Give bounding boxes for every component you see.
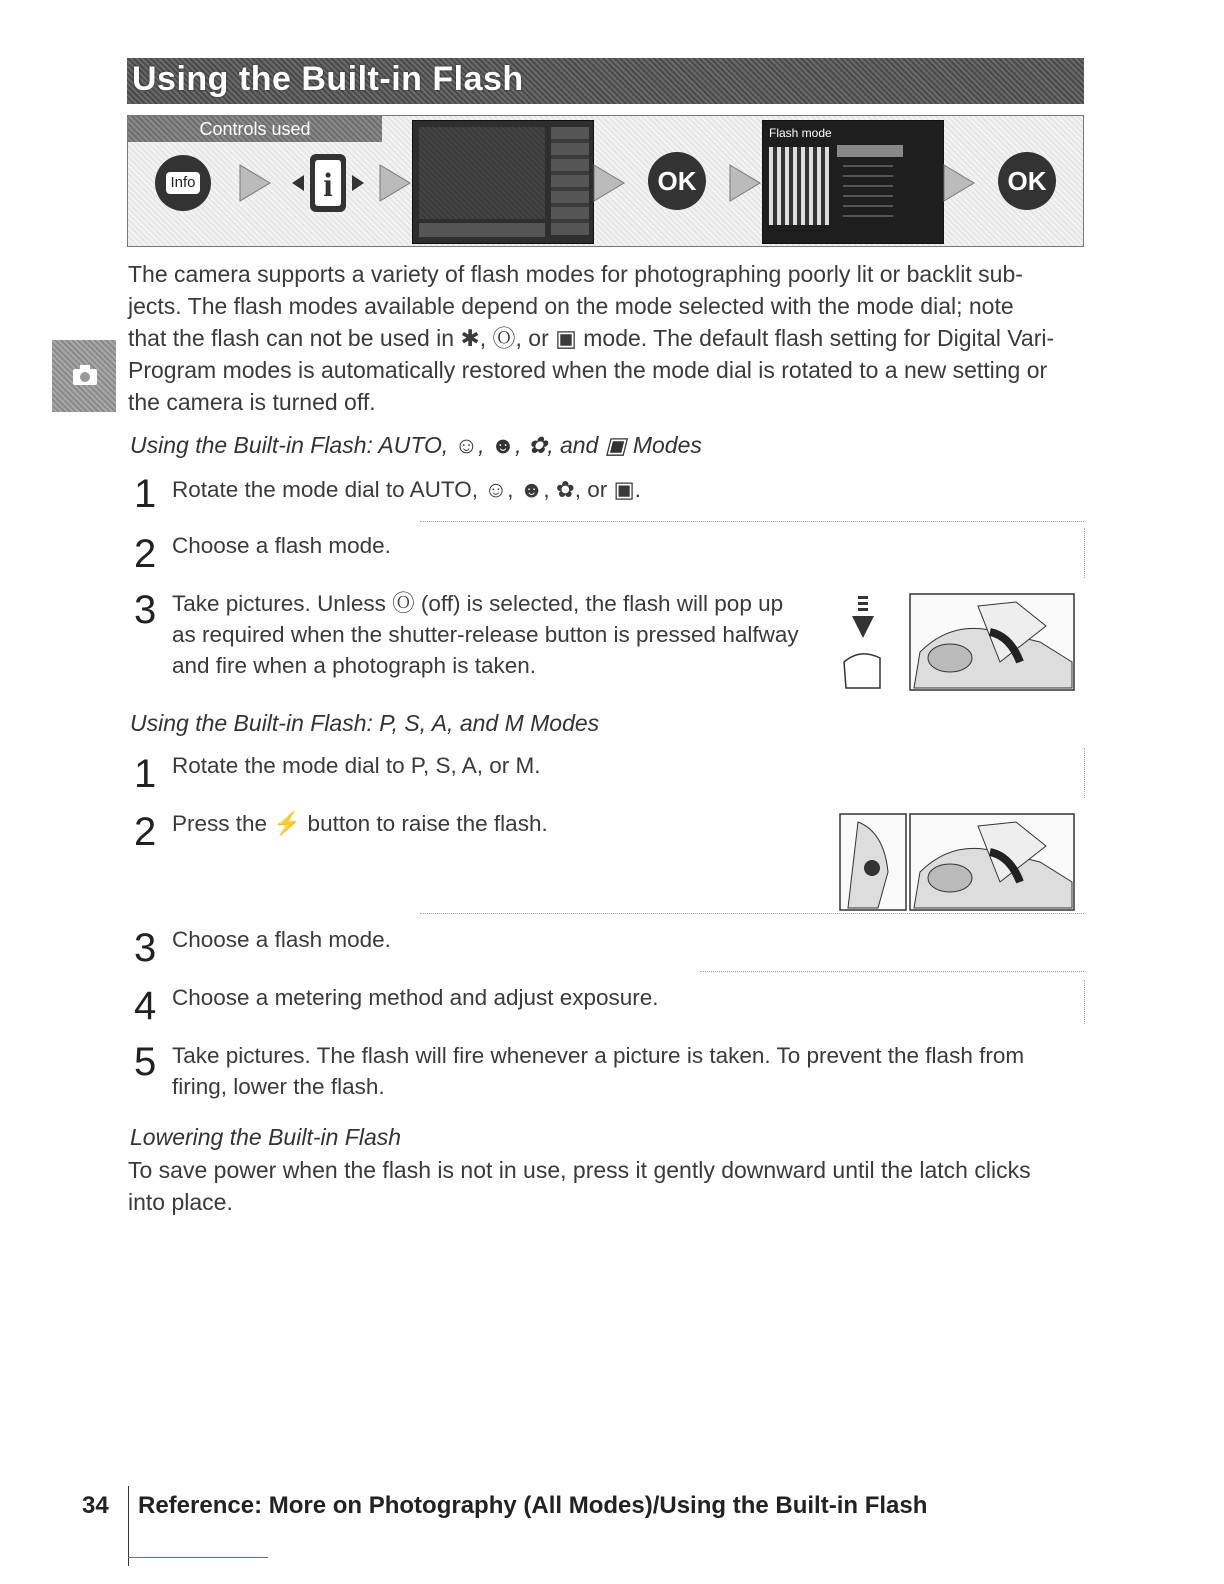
intro-line: The camera supports a variety of flash modes for photographing poorly lit or backlit sub- [128,261,1023,287]
step-number: 4 [134,984,157,1028]
step-text: Choose a flash mode. [172,927,391,952]
step-divider [420,521,1084,522]
arrow-icon [238,163,272,203]
step-text: Rotate the mode dial to P, S, A, or M. [172,753,541,778]
arrow-icon [728,163,762,203]
step-line: firing, lower the flash. [172,1074,385,1099]
lowering-paragraph [128,1154,1088,1218]
arrow-icon [942,163,976,203]
arrow-icon [378,163,412,203]
step-line: and fire when a photograph is taken. [172,653,536,678]
step-number: 1 [134,752,157,796]
page-number: 34 [82,1492,109,1519]
footer-rule [128,1486,129,1566]
step-divider [1084,528,1085,578]
step-divider [1084,980,1085,1024]
svg-text:i: i [323,167,333,204]
lowering-heading: Lowering the Built-in Flash [130,1124,402,1150]
flash-button-illustration [838,812,1076,912]
i-button-icon [288,148,368,218]
camera-icon [72,364,98,386]
ok-button-icon: OK [648,152,706,210]
section2-heading: Using the Built-in Flash: P, S, A, and M Modes [130,710,600,736]
lowering-line: To save power when the flash is not in use, press it gently downward until the latch clicks [128,1157,1031,1183]
intro-line: Program modes is automatically restored when the mode dial is rotated to a new setting or [128,357,1048,383]
step-number: 3 [134,588,157,632]
step-divider [1084,748,1085,798]
step-text [172,588,799,681]
step-line: Take pictures. Unless Ⓞ (off) is selected, the flash will pop up [172,591,784,616]
flash-popup-illustration [840,592,1076,694]
step-text: Rotate the mode dial to AUTO, ☺, ☻, ✿, or ▣. [172,477,642,502]
step-divider [700,971,1084,972]
footer-underline [128,1557,268,1558]
step-number: 2 [134,532,157,576]
arrow-icon [592,163,626,203]
intro-line: that the flash can not be used in ✱, Ⓞ, or ▣ mode. The default flash setting for Digital Vari- [128,325,1055,351]
intro-line: the camera is turned off. [128,389,376,415]
flash-mode-menu-thumbnail [762,120,944,244]
ok-button-icon: OK [998,152,1056,210]
section1-heading: Using the Built-in Flash: AUTO, ☺, ☻, ✿, and ▣ Modes [130,432,702,458]
step-line: Take pictures. The flash will fire whenever a picture is taken. To prevent the flash from [172,1043,1025,1068]
page-title: Using the Built-in Flash [132,60,524,98]
info-button-label: Info [166,172,200,194]
info-button-icon [155,155,211,211]
lowering-line: into place. [128,1189,233,1215]
controls-label: Controls used [128,116,382,142]
step-number: 2 [134,810,157,854]
step-text: Press the ⚡ button to raise the flash. [172,811,548,836]
flash-menu-title: Flash mode [769,126,832,140]
monitor-screen-thumbnail [412,120,594,244]
step-text [172,1040,1024,1102]
step-number: 3 [134,926,157,970]
intro-line: jects. The flash modes available depend on the mode selected with the mode dial; note [128,293,1014,319]
footer-title: Reference: More on Photography (All Modes)/Using the Built-in Flash [138,1492,928,1519]
step-text: Choose a flash mode. [172,533,391,558]
step-number: 1 [134,472,157,516]
step-line: as required when the shutter-release button is pressed halfway [172,622,799,647]
step-number: 5 [134,1040,157,1084]
step-text: Choose a metering method and adjust exposure. [172,985,659,1010]
intro-paragraph [128,258,1088,418]
step-divider [420,913,1084,914]
